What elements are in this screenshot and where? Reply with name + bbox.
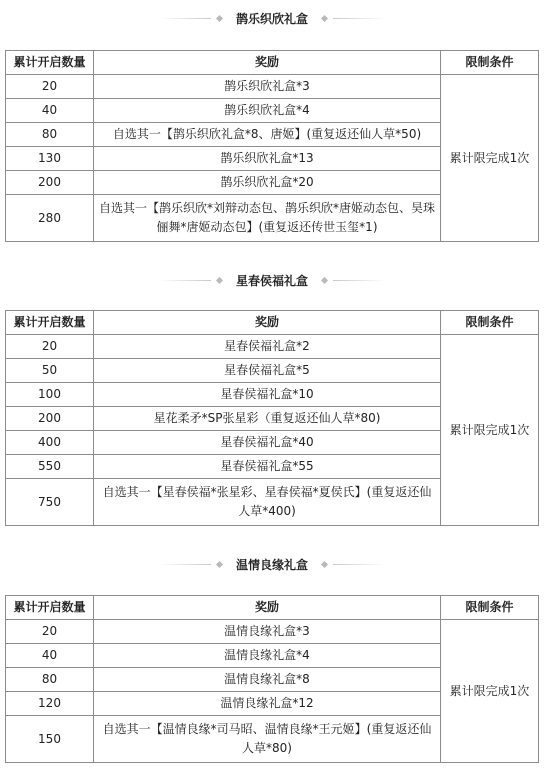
reward-cell: 鹊乐织欣礼盒*4 <box>94 99 441 123</box>
section-title-3: 温情良缘礼盒 <box>0 551 544 577</box>
reward-cell: 鹊乐织欣礼盒*3 <box>94 75 441 99</box>
section-3 <box>0 551 544 577</box>
count-cell: 100 <box>6 383 94 407</box>
title-decoration-right <box>316 278 385 283</box>
title-decoration-left <box>159 16 228 21</box>
title-decoration-right <box>316 562 385 567</box>
reward-cell: 星花柔矛*SP张星彩（重复返还仙人草*80) <box>94 407 441 431</box>
reward-cell: 自选其一【星春侯福*张星彩、星春侯福*夏侯氏】(重复返还仙人草*400) <box>94 479 441 526</box>
header-limit: 限制条件 <box>441 596 539 620</box>
reward-cell: 星春侯福礼盒*40 <box>94 431 441 455</box>
reward-cell: 自选其一【鹊乐织欣礼盒*8、唐姬】(重复返还仙人草*50) <box>94 123 441 147</box>
limit-cell: 累计限完成1次 <box>441 620 539 763</box>
title-decoration-left <box>159 278 228 283</box>
title-decoration-right <box>316 16 385 21</box>
reward-cell: 星春侯福礼盒*5 <box>94 359 441 383</box>
header-reward: 奖励 <box>94 596 441 620</box>
table-row <box>6 335 539 359</box>
count-cell: 200 <box>6 171 94 195</box>
count-cell: 130 <box>6 147 94 171</box>
header-reward: 奖励 <box>94 311 441 335</box>
count-cell: 150 <box>6 716 94 763</box>
count-cell: 200 <box>6 407 94 431</box>
reward-cell: 星春侯福礼盒*2 <box>94 335 441 359</box>
reward-cell: 鹊乐织欣礼盒*20 <box>94 171 441 195</box>
count-cell: 750 <box>6 479 94 526</box>
header-count: 累计开启数量 <box>6 311 94 335</box>
count-cell: 120 <box>6 692 94 716</box>
count-cell: 550 <box>6 455 94 479</box>
reward-table-1 <box>5 50 539 242</box>
header-limit: 限制条件 <box>441 311 539 335</box>
header-count: 累计开启数量 <box>6 51 94 75</box>
header-reward: 奖励 <box>94 51 441 75</box>
count-cell: 20 <box>6 75 94 99</box>
count-cell: 80 <box>6 668 94 692</box>
title-decoration-left <box>159 562 228 567</box>
count-cell: 20 <box>6 620 94 644</box>
reward-cell: 星春侯福礼盒*10 <box>94 383 441 407</box>
section-title-1: 鹊乐织欣礼盒 <box>0 5 544 31</box>
section-1 <box>0 5 544 31</box>
table-row <box>6 620 539 644</box>
table-header-row <box>6 51 539 75</box>
table-row <box>6 75 539 99</box>
table-header-row <box>6 596 539 620</box>
count-cell: 50 <box>6 359 94 383</box>
reward-cell: 鹊乐织欣礼盒*13 <box>94 147 441 171</box>
limit-cell: 累计限完成1次 <box>441 335 539 526</box>
reward-table-2 <box>5 310 539 526</box>
count-cell: 280 <box>6 195 94 242</box>
count-cell: 400 <box>6 431 94 455</box>
count-cell: 40 <box>6 644 94 668</box>
reward-cell: 温情良缘礼盒*12 <box>94 692 441 716</box>
limit-cell: 累计限完成1次 <box>441 75 539 242</box>
count-cell: 20 <box>6 335 94 359</box>
header-count: 累计开启数量 <box>6 596 94 620</box>
reward-cell: 温情良缘礼盒*4 <box>94 644 441 668</box>
reward-cell: 温情良缘礼盒*8 <box>94 668 441 692</box>
reward-table-3 <box>5 595 539 763</box>
section-title-2: 星春侯福礼盒 <box>0 267 544 293</box>
table-header-row <box>6 311 539 335</box>
reward-cell: 星春侯福礼盒*55 <box>94 455 441 479</box>
count-cell: 80 <box>6 123 94 147</box>
count-cell: 40 <box>6 99 94 123</box>
section-2 <box>0 267 544 293</box>
header-limit: 限制条件 <box>441 51 539 75</box>
reward-cell: 自选其一【鹊乐织欣*刘辩动态包、鹊乐织欣*唐姬动态包、昊珠俪舞*唐姬动态包】(重复返还传世玉玺*1) <box>94 195 441 242</box>
reward-cell: 温情良缘礼盒*3 <box>94 620 441 644</box>
reward-cell: 自选其一【温情良缘*司马昭、温情良缘*王元姬】(重复返还仙人草*80) <box>94 716 441 763</box>
